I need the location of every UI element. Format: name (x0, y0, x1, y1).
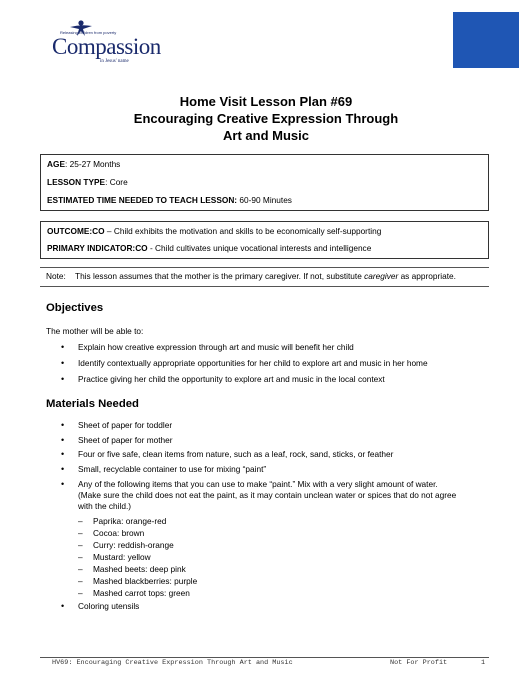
page-subtitle-line2: Art and Music (223, 128, 309, 143)
logo-tagline: Releasing children from poverty (60, 30, 117, 35)
footer-title: HV69: Encouraging Creative Expression Through Art and Music (52, 659, 293, 667)
paint-item: – Cocoa: brown (78, 528, 145, 538)
age-row: AGE: 25-27 Months (47, 159, 121, 169)
paint-item: – Mashed beets: deep pink (78, 564, 186, 574)
objectives-intro: The mother will be able to: (46, 326, 144, 336)
page-number: 1 (481, 659, 486, 667)
page-title: Home Visit Lesson Plan #69 (179, 94, 353, 109)
outcome-row: OUTCOME:CO – Child exhibits the motivation and skills to be economically self-supporting (47, 226, 382, 236)
paint-item: – Mashed carrot tops: green (78, 588, 190, 598)
paint-item: – Mustard: yellow (78, 552, 151, 562)
logo-subline: in Jesus' name (100, 59, 129, 64)
paint-item: – Paprika: orange-red (78, 516, 167, 526)
footer-not-for-profit: Not For Profit (390, 659, 448, 667)
outcome-box (40, 221, 489, 259)
compassion-logo (52, 20, 162, 68)
lesson-info-box (40, 154, 489, 211)
primary-indicator-row: PRIMARY INDICATOR:CO - Child cultivates unique vocational interests and intelligence (47, 243, 372, 253)
materials-heading: Materials Needed (46, 398, 139, 410)
blue-brand-square (453, 12, 519, 68)
footer-divider (40, 657, 489, 658)
list-item-continuation: (Make sure the child does not eat the paint, as it may contain unclean water or spices that do not agree (78, 490, 457, 500)
page-subtitle-line1: Encouraging Creative Expression Through (133, 111, 399, 126)
note-divider-top (40, 267, 489, 268)
paint-item: – Mashed blackberries: purple (78, 576, 198, 586)
time-needed-row: ESTIMATED TIME NEEDED TO TEACH LESSON: 60-90 Minutes (47, 195, 292, 205)
note-divider-bottom (40, 286, 489, 287)
logo-wordmark: Compassion (52, 34, 161, 59)
caregiver-note: Note: This lesson assumes that the mother is the primary caregiver. If not, substitute caregiver as appropriate. (46, 271, 456, 281)
paint-item: – Curry: reddish-orange (78, 540, 174, 550)
objectives-heading: Objectives (46, 302, 104, 314)
list-item-continuation: with the child.) (78, 501, 132, 511)
lesson-type-row: LESSON TYPE: Core (47, 177, 128, 187)
